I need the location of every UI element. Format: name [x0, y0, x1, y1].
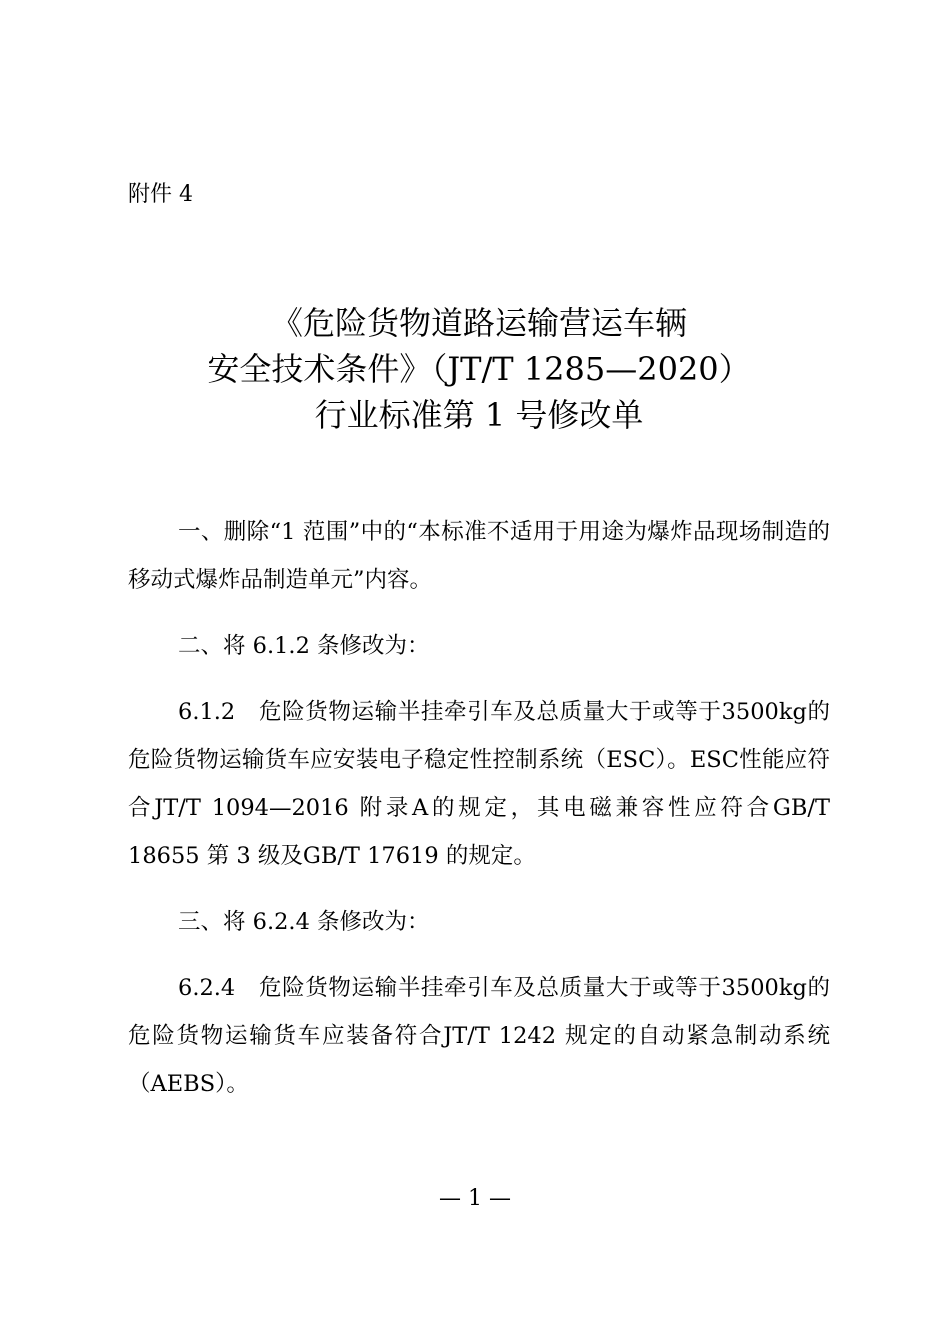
- document-body: [128, 508, 830, 1108]
- paragraph-amend-6-2-4-heading: 三、将 6.2.4 条修改为：: [178, 909, 430, 935]
- title-line-2: 安全技术条件》（JT/T 1285—2020）: [207, 350, 751, 388]
- paragraph-clause-6-2-4: 6.2.4 危险货物运输半挂牵引车及总质量大于或等于3500kg的危险货物运输货车应装备符合JT/T 1242 规定的自动紧急制动系统（AEBS）。: [128, 975, 830, 1097]
- document-title: [128, 300, 830, 438]
- paragraph-clause-6-1-2: 6.1.2 危险货物运输半挂牵引车及总质量大于或等于3500kg的危险货物运输货车应安装电子稳定性控制系统（ESC）。ESC性能应符合JT/T 1094—2016 附录A的规定，其电磁兼容性应符合GB/T 18655 第 3 级及GB/T 17619 的规定。: [128, 699, 830, 869]
- paragraph-delete-scope: 一、删除“1 范围”中的“本标准不适用于用途为爆炸品现场制造的移动式爆炸品制造单元”内容。: [128, 519, 830, 593]
- attachment-label: 附件 4: [128, 182, 193, 207]
- paragraph-amend-6-1-2-heading: 二、将 6.1.2 条修改为：: [178, 633, 430, 659]
- title-line-1: 《危险货物道路运输营运车辆: [270, 304, 687, 342]
- page-number: — 1 —: [439, 1186, 511, 1211]
- title-line-3: 行业标准第 1 号修改单: [314, 396, 644, 434]
